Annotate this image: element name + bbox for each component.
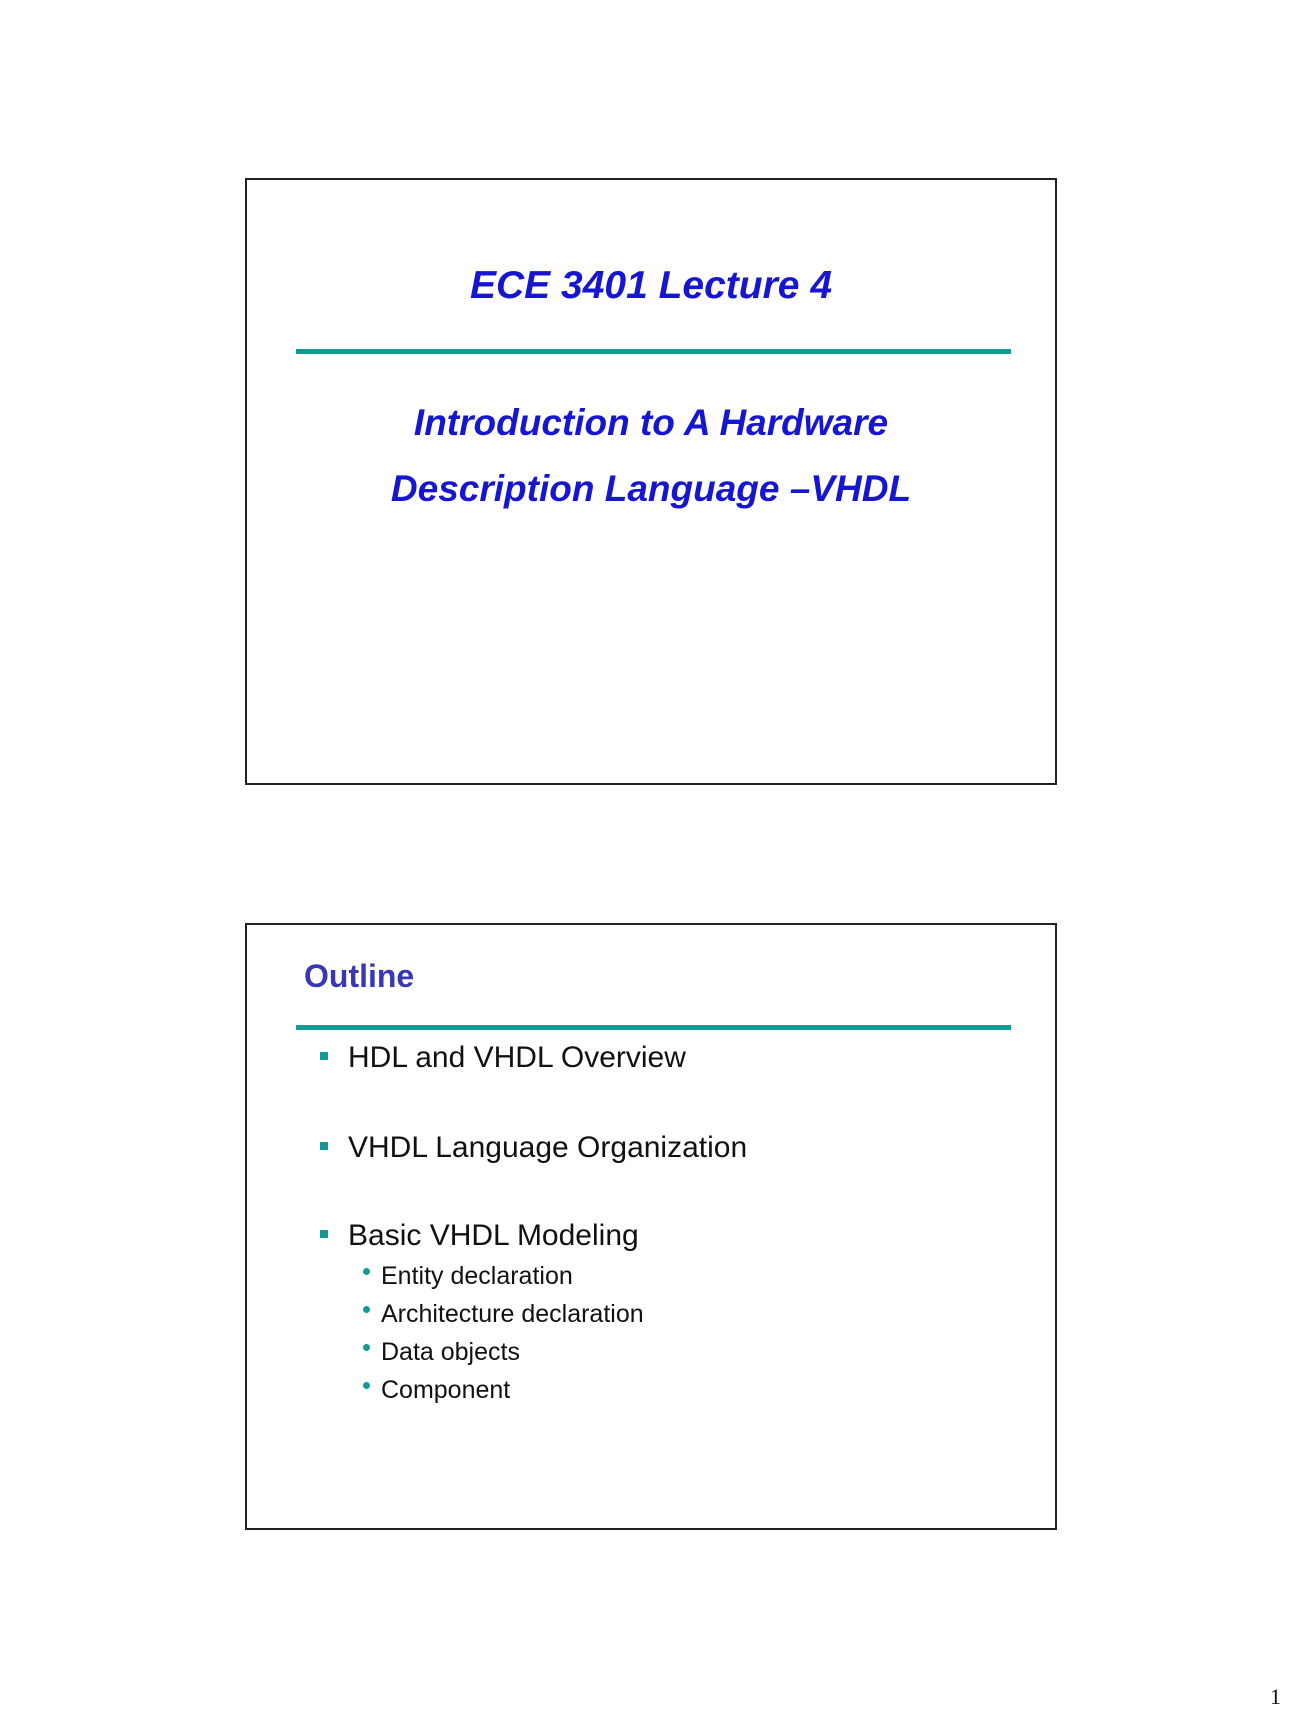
slide-1 [245,178,1057,785]
square-bullet-icon [320,1052,328,1060]
sub-bullet-item [363,1302,644,1327]
bullet-text: VHDL Language Organization [348,1131,748,1164]
slide-1-subtitle [247,390,1055,522]
bullet-text: HDL and VHDL Overview [348,1041,686,1074]
bullet-item [320,1221,639,1251]
bullet-item [320,1133,747,1163]
dot-bullet-icon [363,1306,370,1313]
bullet-text: Basic VHDL Modeling [348,1219,639,1252]
page-number: 1 [1270,1684,1281,1709]
sub-bullet-text: Architecture declaration [381,1300,644,1328]
sub-bullet-item [363,1378,510,1403]
square-bullet-icon [320,1230,328,1238]
title-divider [296,349,1011,354]
dot-bullet-icon [363,1382,370,1389]
sub-bullet-text: Data objects [381,1338,520,1366]
dot-bullet-icon [363,1268,370,1275]
sub-bullet-item [363,1264,573,1289]
slide-1-title: ECE 3401 Lecture 4 [469,264,833,307]
sub-bullet-text: Entity declaration [381,1262,573,1290]
slide-2 [245,923,1057,1530]
square-bullet-icon [320,1142,328,1150]
slide-2-title: Outline [304,958,415,994]
bullet-item [320,1043,686,1073]
subtitle-line-1: Introduction to A Hardware [413,402,889,443]
subtitle-line-2: Description Language –VHDL [390,468,912,509]
dot-bullet-icon [363,1344,370,1351]
title-divider [296,1025,1011,1030]
sub-bullet-item [363,1340,520,1365]
sub-bullet-text: Component [381,1376,511,1404]
